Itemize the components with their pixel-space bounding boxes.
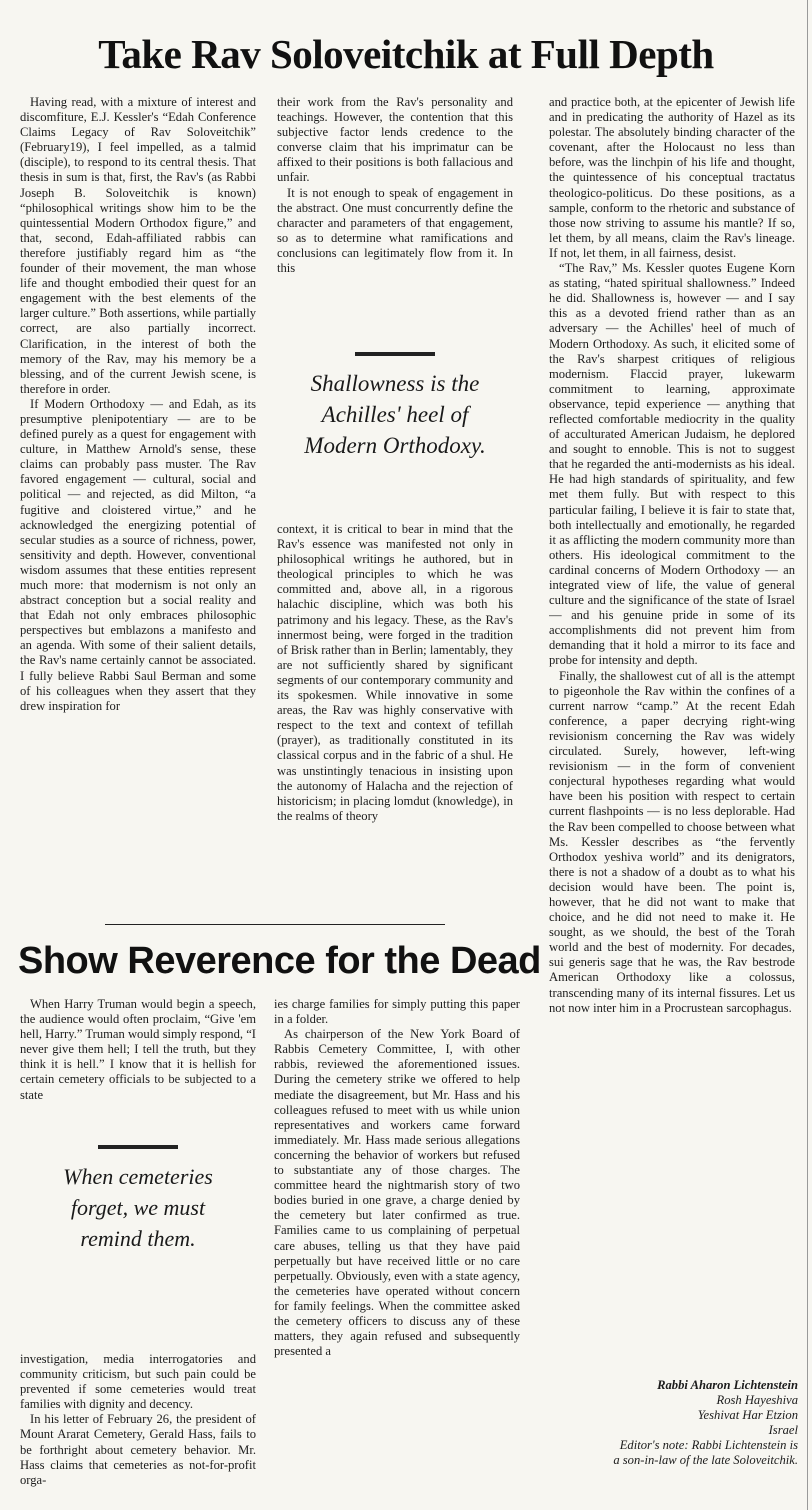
pullquote-line: Shallowness is the	[310, 371, 480, 396]
section-divider	[105, 924, 445, 925]
pullquote-line: forget, we must	[70, 1195, 206, 1220]
pullquote-rule	[355, 352, 435, 356]
article1-pullquote	[270, 352, 520, 461]
paragraph: When Harry Truman would begin a speech, the audience would often proclaim, “Give 'em hell, Harry.” Truman would simply respond, “I never give them hell; I tell the truth, but they think it is hell.” I know that it is hellish for certain cemetery officials to be subjected to a state	[20, 997, 256, 1102]
article2-pullquote	[20, 1145, 256, 1254]
article1-headline: Take Rav Soloveitchik at Full Depth	[98, 31, 714, 77]
pullquote-line: Modern Orthodoxy.	[304, 433, 486, 458]
paragraph: “The Rav,” Ms. Kessler quotes Eugene Korn as stating, “hated spiritual shallowness.” Indeed he did. Shallowness is, however — and I say this as a devoted friend rather than as an adversary — the Achilles' heel of much of Modern Orthodoxy. As such, it elicited some of the Rav's sharpest critiques of religious modernism. Flaccid prayer, lukewarm commitment to learning, approximate observance, tepid experience — anything that reflected comfortable mediocrity in the quality of acculturated American Judaism, he deplored and sought to ennoble. This is not to suggest that he regarded the anti-modernists as his ideal. He had high standards of spirituality, and few met them fully. But with respect to this particular failing, I believe it is fair to state that, both intellectually and emotionally, he regarded it as afflicting the modern community more than others. His ideological commitment to the cardinal concerns of Modern Orthodoxy — an integrated view of life, the value of general culture and the significance of the state of Israel — and his genuine pride in some of its accomplishments did not prevent him from demanding that it hold a mirror to its face and probe for intensity and depth.	[549, 261, 795, 668]
article1-column-2-bottom	[277, 522, 513, 920]
article2-column-1-bottom	[20, 1352, 256, 1510]
paragraph: and practice both, at the epicenter of Jewish life and in predicating the authority of Hazel as its polestar. The absolutely binding character of the covenant, after the Holocaust no less than before, was the linchpin of his life and thought, the quintessence of his conceptual tractatus theologico-politicus. Do these positions, as a sample, conform to the rhetoric and substance of those now striving to assume his mantle? If so, let them, by all means, claim the Rav's lineage. If not, let them, in all fairness, desist.	[549, 95, 795, 260]
pullquote-line: remind them.	[80, 1226, 196, 1251]
paragraph: context, it is critical to bear in mind that the Rav's essence was manifested not only in philosophical writings he authored, but in theological principles to which he was committed and, above all, in a rigorous halachic discipline, which was both his patrimony and his legacy. These, as the Rav's innermost being, were forged in the tradition of Brisk rather than in Berlin; lamentably, they are not sufficiently shared by significant segments of our contemporary community and its spokesmen. While innovative in some areas, the Rav was highly conservative with respect to the text and context of tefillah (prayer), as traditionally constituted in its classical corpus and in the fabric of a shul. He was unstintingly tenacious in insisting upon the autonomy of Halacha and the rejection of historicism; in placing lomdut (knowledge), in the realms of theory	[277, 522, 513, 823]
paragraph: If Modern Orthodoxy — and Edah, as its presumptive plenipotentiary — are to be defined purely as a quest for engagement with culture, in Matthew Arnold's sense, these claims can probably pass muster. The Rav favored engagement — cultural, social and political — and rejected, as did Milton, “a fugitive and cloistered virtue,” and he acknowledged the energizing potential of secular studies as a source of richness, power, sensitivity and depth. However, conventional wisdom assumes that these entities represent much more: that modernism is not only an abstract conception but a social reality and that Edah not only embraces philosophic perspectives but emblazons a manifesto and an agenda. With some of their salient details, the Rav's name certainly cannot be associated. I fully believe Rabbi Saul Berman and some of his colleagues when they assert that they drew inspiration for	[20, 396, 256, 713]
article1-column-1	[20, 95, 256, 920]
article1-column-3	[549, 95, 795, 1375]
signature-institution: Yeshivat Har Etzion	[697, 1408, 798, 1422]
paragraph: In his letter of February 26, the president of Mount Ararat Cemetery, Gerald Hass, fails to be forthright about cemetery behavior. Mr. Hass claims that cemeteries as not-for-profit orga-	[20, 1412, 256, 1487]
paragraph: ies charge families for simply putting this paper in a folder.	[274, 997, 520, 1027]
article2-column-1-top	[20, 997, 256, 1132]
page-edge-rule	[807, 0, 808, 1510]
pullquote-line: Achilles' heel of	[321, 402, 469, 427]
paragraph: It is not enough to speak of engagement in the abstract. One must concurrently define the character and parameters of that engagement, so as to determine what ramifications and conclusions can legitimately flow from it. In this	[277, 185, 513, 276]
paragraph: As chairperson of the New York Board of Rabbis Cemetery Committee, I, with other rabbis, reviewed the aforementioned issues. During the cemetery strike we offered to help mediate the disagreement, but Mr. Hass and his colleagues refused to meet with us while union representatives and workers came forward immediately. Mr. Hass made serious allegations concerning the behavior of workers but refused to substantiate any of those charges. The committee heard the nightmarish story of two bodies buried in one grave, a charge denied by the cemetery but later confirmed as true. Families came to us complaining of perpetual care abuses, telling us that they have paid perpetually but have received little or no care perpetually. Obviously, even with a state agency, the cemeteries have operated without concern for family feelings. When the committee asked the cemetery officers to discuss any of these matters, they again refused and subsequently presented a	[274, 1027, 520, 1359]
article1-column-2-top	[277, 95, 513, 343]
editor-note-line: a son-in-law of the late Soloveitchik.	[613, 1453, 798, 1467]
article2-column-2	[274, 997, 520, 1510]
paragraph: Having read, with a mixture of interest and discomfiture, E.J. Kessler's “Edah Conference Claims Legacy of Rav Soloveitchik” (February19), I feel impelled, as a talmid (disciple), to respond to its central thesis. That thesis in sum is that, first, the Rav's (as Rabbi Joseph B. Soloveitchik is known) “philosophical writings show him to be the quintessential Modern Orthodox figure,” and that, second, Edah-affiliated rabbis can therefore justifiably regard him as “the founder of their movement, the man whose life and thought embodied their quest for an engagement with the best elements of the larger culture.” Both assertions, while partially correct, are also partially incorrect. Clarification, in the interest of both the memory of the Rav, may his memory be a blessing, and of the current Jewish scene, is therefore in order.	[20, 95, 256, 396]
signature-block	[538, 1378, 798, 1468]
article2-headline: Show Reverence for the Dead	[18, 940, 541, 982]
pullquote-line: When cemeteries	[63, 1164, 213, 1189]
signature-name: Rabbi Aharon Lichtenstein	[657, 1378, 798, 1392]
pullquote-rule	[98, 1145, 178, 1149]
paragraph: investigation, media interrogatories and community criticism, but such pain could be prevented if some cemeteries would treat families with dignity and decency.	[20, 1352, 256, 1412]
editor-note-line: Editor's note: Rabbi Lichtenstein is	[619, 1438, 798, 1452]
signature-title: Rosh Hayeshiva	[716, 1393, 798, 1407]
paragraph: their work from the Rav's personality and teachings. However, the contention that this subjective factor lends credence to the converse claim that his imprimatur can be affixed to their positions is both fallacious and unfair.	[277, 95, 513, 185]
signature-place: Israel	[768, 1423, 798, 1437]
paragraph: Finally, the shallowest cut of all is the attempt to pigeonhole the Rav within the confines of a current narrow “camp.” At the recent Edah conference, a paper decrying right-wing revisionism concerning the Rav was widely circulated. Surely, however, left-wing revisionism — in the form of convenient conjectural hypotheses regarding what would have been his position with respect to certain current flashpoints — is no less deplorable. Had the Rav been compelled to choose between what Ms. Kessler describes as “the fervently Orthodox yeshiva world” and its denigrators, there is not a shadow of a doubt as to what his decision would have been. The point is, however, that he did not want to make that choice, and he did not need to make it. He sought, as we should, the best of the Torah world and the best of modernity. For decades, sui generis sage that he was, the Rav bestrode American Orthodoxy like a colossus, transcending many of its internal fissures. Let us not now inter him in a Procrustean sarcophagus.	[549, 668, 795, 1015]
